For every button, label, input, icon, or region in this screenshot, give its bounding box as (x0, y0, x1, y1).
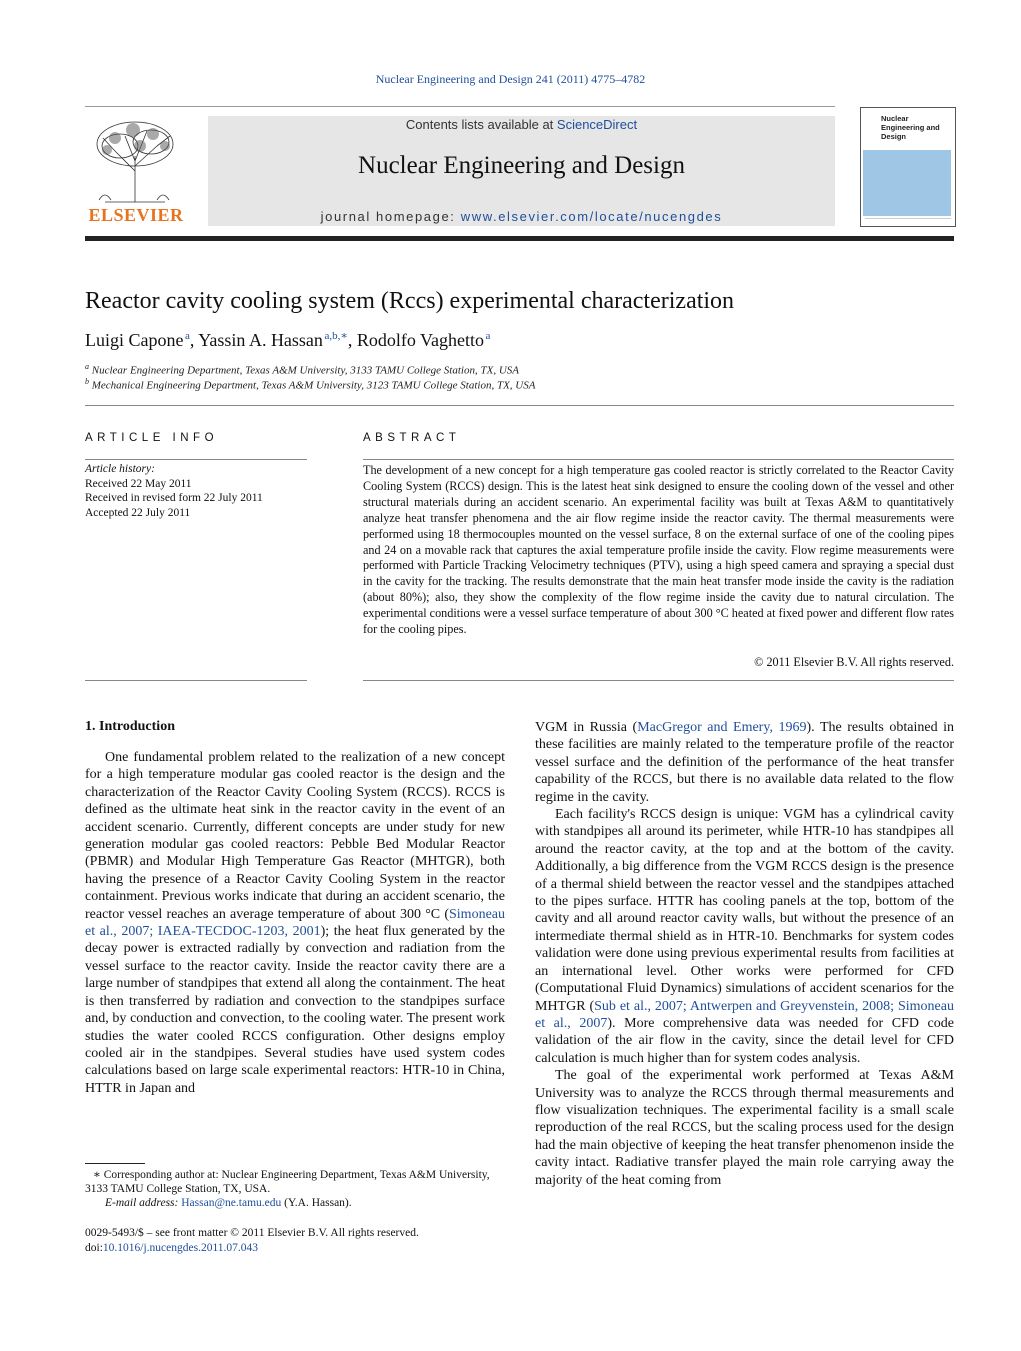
homepage-link[interactable]: www.elsevier.com/locate/nucengdes (460, 209, 723, 224)
email-link[interactable]: Hassan@ne.tamu.edu (181, 1197, 282, 1209)
history-label: Article history: (85, 463, 155, 475)
accepted-date: Accepted 22 July 2011 (85, 506, 191, 519)
doi-link[interactable]: 10.1016/j.nucengdes.2011.07.043 (102, 1242, 259, 1254)
citation-link[interactable]: Sub et al., 2007; Antwerpen and Greyvenstein, 2008; Simoneau et al., 2007 (535, 998, 954, 1031)
header-rule (85, 106, 835, 107)
contents-prefix: Contents lists available at (405, 117, 557, 132)
issn-line: 0029-5493/$ – see front matter © 2011 Elsevier B.V. All rights reserved. (85, 1227, 419, 1239)
paragraph (85, 749, 505, 1097)
article-title: Reactor cavity cooling system (Rccs) experimental characterization (85, 288, 735, 314)
affiliation-key: b (85, 377, 89, 386)
journal-cover-thumbnail[interactable] (860, 107, 956, 227)
citation-link[interactable]: MacGregor and Emery, 1969 (637, 720, 807, 735)
abstract-copyright: © 2011 Elsevier B.V. All rights reserved. (754, 655, 954, 669)
homepage-prefix: journal homepage: (320, 209, 461, 224)
author-affiliation-mark[interactable]: a,b,∗ (324, 330, 348, 342)
paragraph-text: One fundamental problem related to the realization of a new concept for a high temperature modular gas cooled reactor is the design and the characterization of the Reactor Cavity Cooling System (RCCS). RCCS is defined as the ultimate heat sink in the reactor cavity in the event of an accident scenario. Currently, different concepts are under study for new generation modular gas cooled reactors: Pebble Bed Modular Reactor (PBMR) and Modular High Temperature Gas Reactor (MHTGR), both having the presence of a Reactor Cavity Cooling System in the reactor containment. Previous works indicate that during an accident scenario, the reactor vessel reaches an average temperature of about 300 °C ( (85, 750, 505, 922)
article-info-rule-bottom (85, 680, 307, 681)
corresponding-author-text: ∗ Corresponding author at: Nuclear Engineering Department, Texas A&M University, 3133 TAMU College Station, TX, USA. (85, 1169, 490, 1195)
elsevier-tree-icon (85, 116, 185, 204)
paragraph-text: Each facility's RCCS design is unique: VGM has a cylindrical cavity with standpipes all around its perimeter, while HTR-10 has standpipes all around the reactor cavity, at the top and at the bottom of the cavity. Additionally, a big difference from the VGM RCCS design is the presence of a thermal shield between the reactor vessel and the standpipes attached to the pipes surface. HTTR has cooling panels at the top, bottom of the cavity and all around reactor cavity walls, but without the presence of an intermediate thermal shield as in HTR-10. Benchmarks for system codes validation were done using previous experimental results from facilities at an international level. Other works were performed for CFD (Computational Fluid Dynamics) simulations of accident scenarios for the MHTGR ( (535, 807, 954, 1014)
journal-title: Nuclear Engineering and Design (358, 152, 685, 179)
abstract-rule (363, 459, 954, 460)
cover-title: Nuclear Engineering and Design (881, 114, 940, 141)
paragraph-text: ). The results obtained in these facilities are mainly related to the temperature profile of the reactor vessel surface and the definition of the performance of the heat transfer capability of the RCCS, but there is no available data related to the flow regime in the cavity. (535, 720, 955, 805)
received-date: Received 22 May 2011 (85, 477, 192, 490)
author-name: Yassin A. Hassan (198, 330, 323, 350)
paragraph (535, 719, 954, 806)
abstract-text: The development of a new concept for a high temperature gas cooled reactor is strictly correlated to the Reactor Cavity Cooling System (RCCS) design. This is the latest heat sink designed to ensure the cooling down of the vessel and other structural materials during an accident scenario. An experimental facility was built at Texas A&M to quantitatively analyze heat transfer phenomena and the air flow regime inside the reactor cavity. The thermal measurements were performed using 18 thermocouples mounted on the vessel surface, 8 on the external surface of one of the cooling pipes and 24 on a movable rack that captures the axial temperature profile inside the cavity. Flow regime measurements were performed with Particle Tracking Velocimetry techniques (PTV), using a high speed camera and spraying a special dust in the cavity for the tracking. The results demonstrate that the main heat transfer mode inside the cavity is the radiation (about 80%); also, they show the complexity of the flow regime inside the cavity due to natural circulation. The experimental conditions were a vessel surface temperature of about 300 °C heated at fixed power and different flow rates for the cooling pipes. (363, 463, 954, 637)
paragraph-text: ); the heat flux generated by the decay power is extracted radially by convection and radiation from the vessel surface to the reactor cavity. Inside the reactor cavity there are a large number of standpipes that extend all along the containment. The heat is then transferred by radiation and convection to the standpipes surface and, by conduction and convection, to the cooling water. The present work studies the water cooled RCCS configuration. Other designs employ cooled air in the standpipes. Several studies have used system codes calculations based on large scale experimental reactors: HTR-10 in China, HTTR in Japan and (85, 924, 505, 1096)
article-info-rule (85, 459, 307, 460)
article-info-heading: ARTICLE INFO (85, 432, 219, 444)
paragraph (535, 806, 954, 1067)
footnote-rule (85, 1163, 145, 1164)
corresponding-author-footnote (85, 1168, 505, 1210)
author-name: Rodolfo Vaghetto (356, 330, 484, 350)
body-column-right (535, 719, 954, 1189)
revised-date: Received in revised form 22 July 2011 (85, 492, 263, 504)
abstract-heading: ABSTRACT (363, 432, 461, 444)
doi-line (85, 1241, 505, 1256)
homepage-line (208, 209, 835, 224)
author-list: Luigi Capone $^a$, Yassin A. Hassan $^{a,b,∗}$, Rodolfo Vaghetto $^a$ (85, 330, 491, 350)
contents-line (208, 117, 835, 132)
paragraph: The goal of the experimental work performed at Texas A&M University was to analyze the RCCS through thermal measurements and flow visualization techniques. The experimental facility is a small scale reproduction of the real RCCS, but the scaling process used for the design had the main objective of keeping the heat transfer phenomenon inside the cavity intact. Radiative transfer played the main role carrying away the majority of the heat coming from (535, 1068, 954, 1188)
abstract-rule-bottom (363, 680, 954, 681)
citation-link[interactable]: Simoneau et al., 2007; IAEA-TECDOC-1203, 2001 (85, 906, 505, 940)
front-matter (85, 1226, 505, 1256)
elsevier-logo[interactable] (85, 116, 187, 226)
affiliation-text: Mechanical Engineering Department, Texas A&M University, 3123 TAMU College Station, TX, USA (91, 379, 536, 392)
paragraph-text: VGM in Russia ( (535, 720, 638, 735)
cover-image (863, 150, 951, 216)
section-rule (85, 405, 954, 406)
sciencedirect-link[interactable]: ScienceDirect (556, 117, 638, 132)
affiliation-key: a (85, 362, 89, 371)
journal-citation[interactable]: Nuclear Engineering and Design 241 (2011) 4775–4782 (375, 72, 646, 86)
cover-footer (865, 218, 951, 225)
affiliation-b (85, 377, 535, 392)
doi-prefix: doi: (85, 1242, 103, 1254)
article-history (85, 462, 307, 520)
email-label: E-mail address: (105, 1197, 182, 1209)
paragraph-text: ). More comprehensive data was needed for CFD code validation of the air flow in the cavity, since the detail level for CFD calculation is much higher than for system codes analysis. (535, 1015, 954, 1066)
author-affiliation-mark[interactable]: a (185, 330, 190, 342)
affiliation-a (85, 362, 519, 377)
author-name: Luigi Capone (85, 330, 184, 350)
email-suffix: (Y.A. Hassan). (281, 1197, 352, 1209)
email-line (85, 1196, 505, 1210)
body-column-left (85, 749, 505, 1097)
header-thick-rule (85, 236, 954, 241)
affiliation-text: Nuclear Engineering Department, Texas A&M University, 3133 TAMU College Station, TX, USA (91, 364, 519, 377)
elsevier-wordmark: ELSEVIER (88, 205, 184, 225)
author-affiliation-mark[interactable]: a (485, 330, 491, 342)
section-heading-introduction: 1. Introduction (85, 719, 175, 734)
